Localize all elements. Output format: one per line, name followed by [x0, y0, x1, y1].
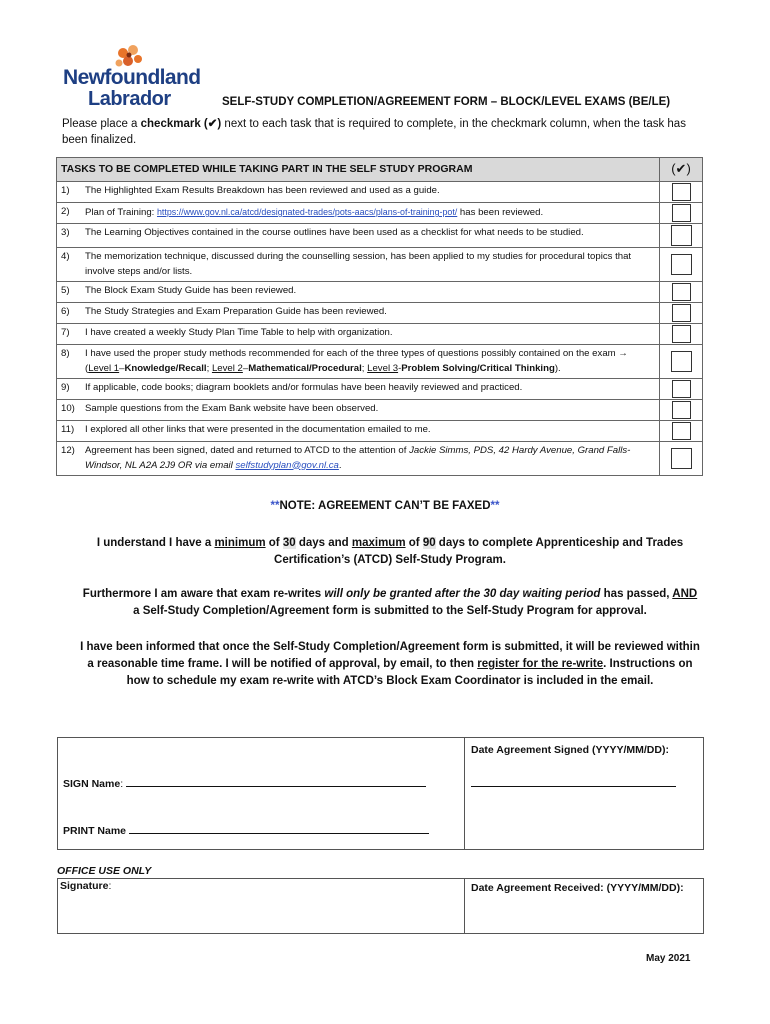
- sign-name-label: SIGN Name: [63, 778, 121, 790]
- para-text: . Instructions on how to schedule my exam re-write with ATCD’s Block Exam Coordinator is included in the email.: [126, 658, 693, 687]
- maximum-word: maximum: [351, 537, 406, 549]
- task-text: I have created a weekly Study Plan Time Table to help with organization.: [85, 327, 393, 338]
- task-row-1: [57, 182, 703, 203]
- para-text: a Self-Study Completion/Agreement form is submitted to the Self-Study Program for approval.: [133, 605, 647, 617]
- para-text: of: [405, 537, 423, 549]
- task-text: Agreement has been signed, dated and returned to ATCD to the attention of: [85, 445, 410, 456]
- task-number: 3): [61, 227, 70, 238]
- print-name-row: [63, 823, 429, 837]
- task-2-checkbox[interactable]: [672, 204, 691, 222]
- task-6-checkbox[interactable]: [672, 304, 691, 322]
- task-row-2: [57, 203, 703, 224]
- task-row-8: 8) I have used the proper study methods recommended for each of the three types of questions possibly contained on the exam → (Level 1–Knowledge/Recall; Level 2–Mathematical/Procedural; Level 3-Problem Solving/Critical Thinking).: [57, 345, 703, 379]
- task-row-3: [57, 224, 703, 248]
- task-row-4: [57, 248, 703, 282]
- tasks-table: [56, 157, 703, 476]
- task-text: I have used the proper study methods recommended for each of the three types of questions possibly contained on the exam →: [85, 348, 628, 359]
- logo-text-labrador: Labrador: [88, 88, 171, 110]
- instructions: [62, 116, 712, 148]
- office-use-block: [57, 878, 704, 934]
- signature-divider: [464, 738, 465, 849]
- task-text: The Block Exam Study Guide has been reviewed.: [85, 285, 297, 296]
- form-title: SELF-STUDY COMPLETION/AGREEMENT FORM – BLOCK/LEVEL EXAMS (BE/LE): [222, 96, 671, 108]
- office-use-label: OFFICE USE ONLY: [57, 865, 152, 877]
- task-number: 5): [61, 285, 70, 296]
- task-text-end: has been reviewed.: [457, 207, 544, 218]
- task-12-checkbox[interactable]: [671, 448, 692, 469]
- footer-date: May 2021: [646, 953, 691, 964]
- task-text-end: .: [338, 459, 342, 471]
- task-number: 4): [61, 251, 70, 262]
- para-text: of: [265, 537, 283, 549]
- level-1-description: Knowledge/Recall: [124, 362, 207, 374]
- task-7-checkbox[interactable]: [672, 325, 691, 343]
- signature-block: [57, 737, 704, 850]
- task-11-checkbox[interactable]: [672, 422, 691, 440]
- register-rewrite-text: register for the re-write: [477, 658, 604, 670]
- check-column-header: (✔): [660, 158, 703, 182]
- task-text: Plan of Training:: [85, 207, 157, 218]
- level-3-description: Problem Solving/Critical Thinking: [401, 362, 555, 374]
- task-text: The Study Strategies and Exam Preparation Guide has been reviewed.: [85, 306, 387, 317]
- fax-note: [0, 500, 770, 512]
- logo-text-newfoundland: Newfoundland: [63, 66, 201, 89]
- task-row-11: [57, 421, 703, 442]
- level-2-label: Level 2: [211, 362, 243, 374]
- task-number: 12): [61, 445, 75, 456]
- task-text: Sample questions from the Exam Bank website have been observed.: [85, 403, 379, 414]
- task-text: I explored all other links that were presented in the documentation emailed to me.: [85, 424, 431, 435]
- task-number: 10): [61, 403, 75, 414]
- para-text: I have been informed that once the Self-Study Completion/Agreement form is submitted, it will be reviewed within a reasonable time frame. I will be notified of approval, by email, to then: [80, 641, 700, 670]
- tasks-header-label: TASKS TO BE COMPLETED WHILE TAKING PART IN THE SELF STUDY PROGRAM: [57, 158, 660, 182]
- task-row-12: [57, 442, 703, 476]
- para-text: days to complete Apprenticeship and Trades Certification’s (ATCD) Self-Study Program.: [274, 537, 684, 566]
- sign-name-colon: :: [120, 778, 124, 790]
- task-row-6: [57, 303, 703, 324]
- note-stars: **: [270, 500, 280, 512]
- instructions-text: Please place a: [62, 118, 141, 130]
- task-number: 1): [61, 185, 70, 196]
- task-3-checkbox[interactable]: [671, 225, 692, 246]
- rewrite-condition: will only be granted after the 30 day waiting period: [324, 588, 601, 600]
- level-2-description: Mathematical/Procedural: [248, 362, 362, 374]
- informed-paragraph: [80, 639, 700, 690]
- task-1-checkbox[interactable]: [672, 183, 691, 201]
- understand-paragraph: [80, 535, 700, 569]
- task-number: 6): [61, 306, 70, 317]
- para-text: Furthermore I am aware that exam re-writes: [82, 588, 325, 600]
- date-signed-label: Date Agreement Signed (YYYY/MM/DD):: [471, 744, 669, 756]
- instructions-text-end: next to each task that is required to complete, in the checkmark column, when the task has been finalized.: [62, 118, 686, 146]
- tasks-table-header: [57, 158, 703, 182]
- level-separator: ;: [361, 362, 368, 374]
- task-row-7: [57, 324, 703, 345]
- level-dash: –: [119, 362, 125, 374]
- maximum-days: 90: [422, 537, 436, 549]
- para-text: days and: [295, 537, 352, 549]
- note-text: NOTE: AGREEMENT CAN’T BE FAXED: [279, 500, 491, 512]
- date-received-label: Date Agreement Received: (YYYY/MM/DD):: [471, 882, 684, 894]
- minimum-word: minimum: [214, 537, 266, 549]
- plan-of-training-link[interactable]: https://www.gov.nl.ca/atcd/designated-trades/pots-aacs/plans-of-training-pot/: [157, 207, 458, 217]
- task-number: 11): [61, 424, 75, 435]
- print-name-label: PRINT Name: [63, 825, 127, 837]
- note-stars: **: [490, 500, 500, 512]
- para-text: has passed,: [600, 588, 673, 600]
- task-text: The memorization technique, discussed during the counselling session, has been applied to my studies for procedural topics that involve steps and/or lists.: [85, 251, 632, 277]
- office-divider: [464, 879, 465, 933]
- level-1-label: Level 1: [88, 362, 120, 374]
- sign-name-row: [63, 776, 426, 790]
- level-dash: -: [398, 362, 402, 374]
- level-dash: –: [242, 362, 249, 374]
- task-number: 8): [61, 348, 70, 359]
- task-row-5: [57, 282, 703, 303]
- office-signature-label: Signature: [60, 880, 109, 892]
- task-9-checkbox[interactable]: [672, 380, 691, 398]
- task-text: The Highlighted Exam Results Breakdown has been reviewed and used as a guide.: [85, 185, 440, 196]
- task-number: 2): [61, 206, 70, 217]
- selfstudy-email-link[interactable]: selfstudyplan@gov.nl.ca: [235, 459, 339, 471]
- date-signed-field[interactable]: [471, 776, 676, 790]
- task-8-checkbox[interactable]: [671, 351, 692, 372]
- task-10-checkbox[interactable]: [672, 401, 691, 419]
- instructions-checkmark-text: checkmark (✔): [140, 118, 222, 130]
- task-text: The Learning Objectives contained in the course outlines have been used as a checklist for what needs to be studied.: [85, 227, 584, 238]
- task-number: 9): [61, 382, 70, 393]
- newfoundland-labrador-logo: [60, 44, 200, 110]
- task-5-checkbox[interactable]: [672, 283, 691, 301]
- sign-name-field[interactable]: [126, 776, 426, 787]
- furthermore-paragraph: [80, 586, 700, 620]
- task-number: 7): [61, 327, 70, 338]
- level-end: ).: [554, 362, 561, 374]
- level-3-label: Level 3: [367, 362, 399, 374]
- minimum-days: 30: [282, 537, 296, 549]
- atcd-address: Jackie Simms, PDS, 42 Hardy Avenue, Grand Falls-Windsor, NL A2A 2J9 OR via email: [85, 445, 631, 471]
- and-word: AND: [672, 588, 698, 600]
- para-text: I understand I have a: [96, 537, 215, 549]
- task-text: If applicable, code books; diagram booklets and/or formulas have been heavily reviewed and practiced.: [85, 382, 523, 393]
- task-row-9: [57, 379, 703, 400]
- print-name-field[interactable]: [129, 823, 429, 834]
- task-4-checkbox[interactable]: [671, 254, 692, 275]
- task-row-10: [57, 400, 703, 421]
- office-signature-colon: :: [108, 880, 112, 892]
- office-signature-row: [60, 880, 111, 892]
- level-separator: ;: [206, 362, 212, 374]
